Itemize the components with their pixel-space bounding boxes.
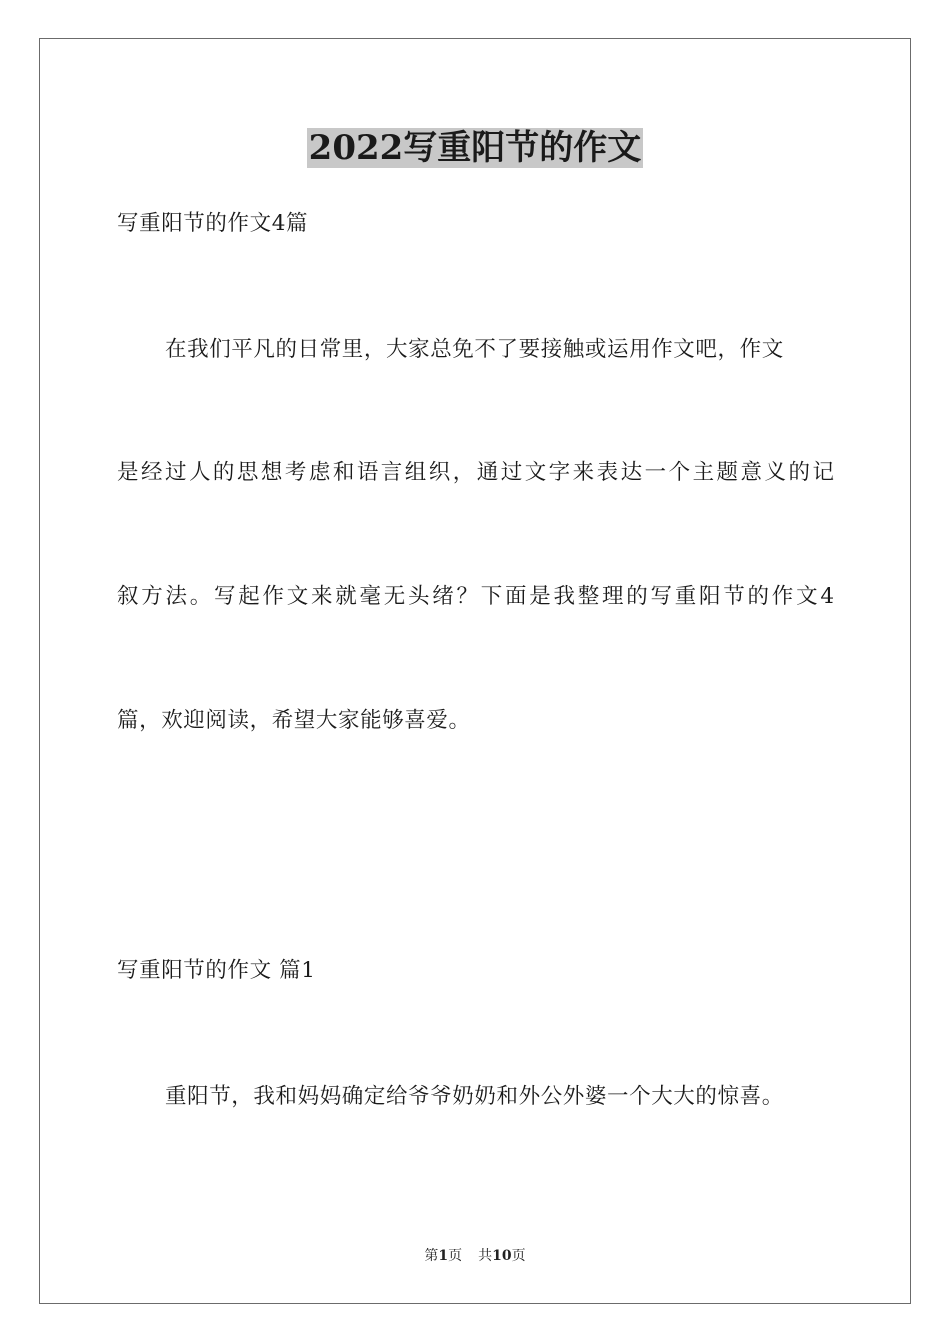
footer-total-pages: 10 xyxy=(492,1248,512,1264)
section-line-1: 重阳节，我和妈妈确定给爷爷奶奶和外公外婆一个大大的惊喜。 xyxy=(165,1084,784,1109)
intro-line-3: 叙方法。写起作文来就毫无头绪？下面是我整理的写重阳节的作文4 xyxy=(117,584,834,609)
document-subtitle: 写重阳节的作文4篇 xyxy=(117,211,309,236)
intro-line-4: 篇，欢迎阅读，希望大家能够喜爱。 xyxy=(117,708,471,733)
document-title xyxy=(0,124,950,172)
footer-page-prefix: 第 xyxy=(424,1248,439,1264)
footer-total-prefix: 共 xyxy=(478,1248,493,1264)
page-footer xyxy=(0,1246,950,1266)
footer-page-suffix: 页 xyxy=(448,1248,463,1264)
footer-total-suffix: 页 xyxy=(511,1248,526,1264)
document-title-text: 2022写重阳节的作文 xyxy=(308,128,642,168)
intro-line-1: 在我们平凡的日常里，大家总免不了要接触或运用作文吧，作文 xyxy=(165,337,784,362)
intro-line-2: 是经过人的思想考虑和语言组织，通过文字来表达一个主题意义的记 xyxy=(117,460,834,485)
section-heading: 写重阳节的作文 篇1 xyxy=(117,958,316,983)
footer-page-number: 1 xyxy=(438,1248,449,1264)
